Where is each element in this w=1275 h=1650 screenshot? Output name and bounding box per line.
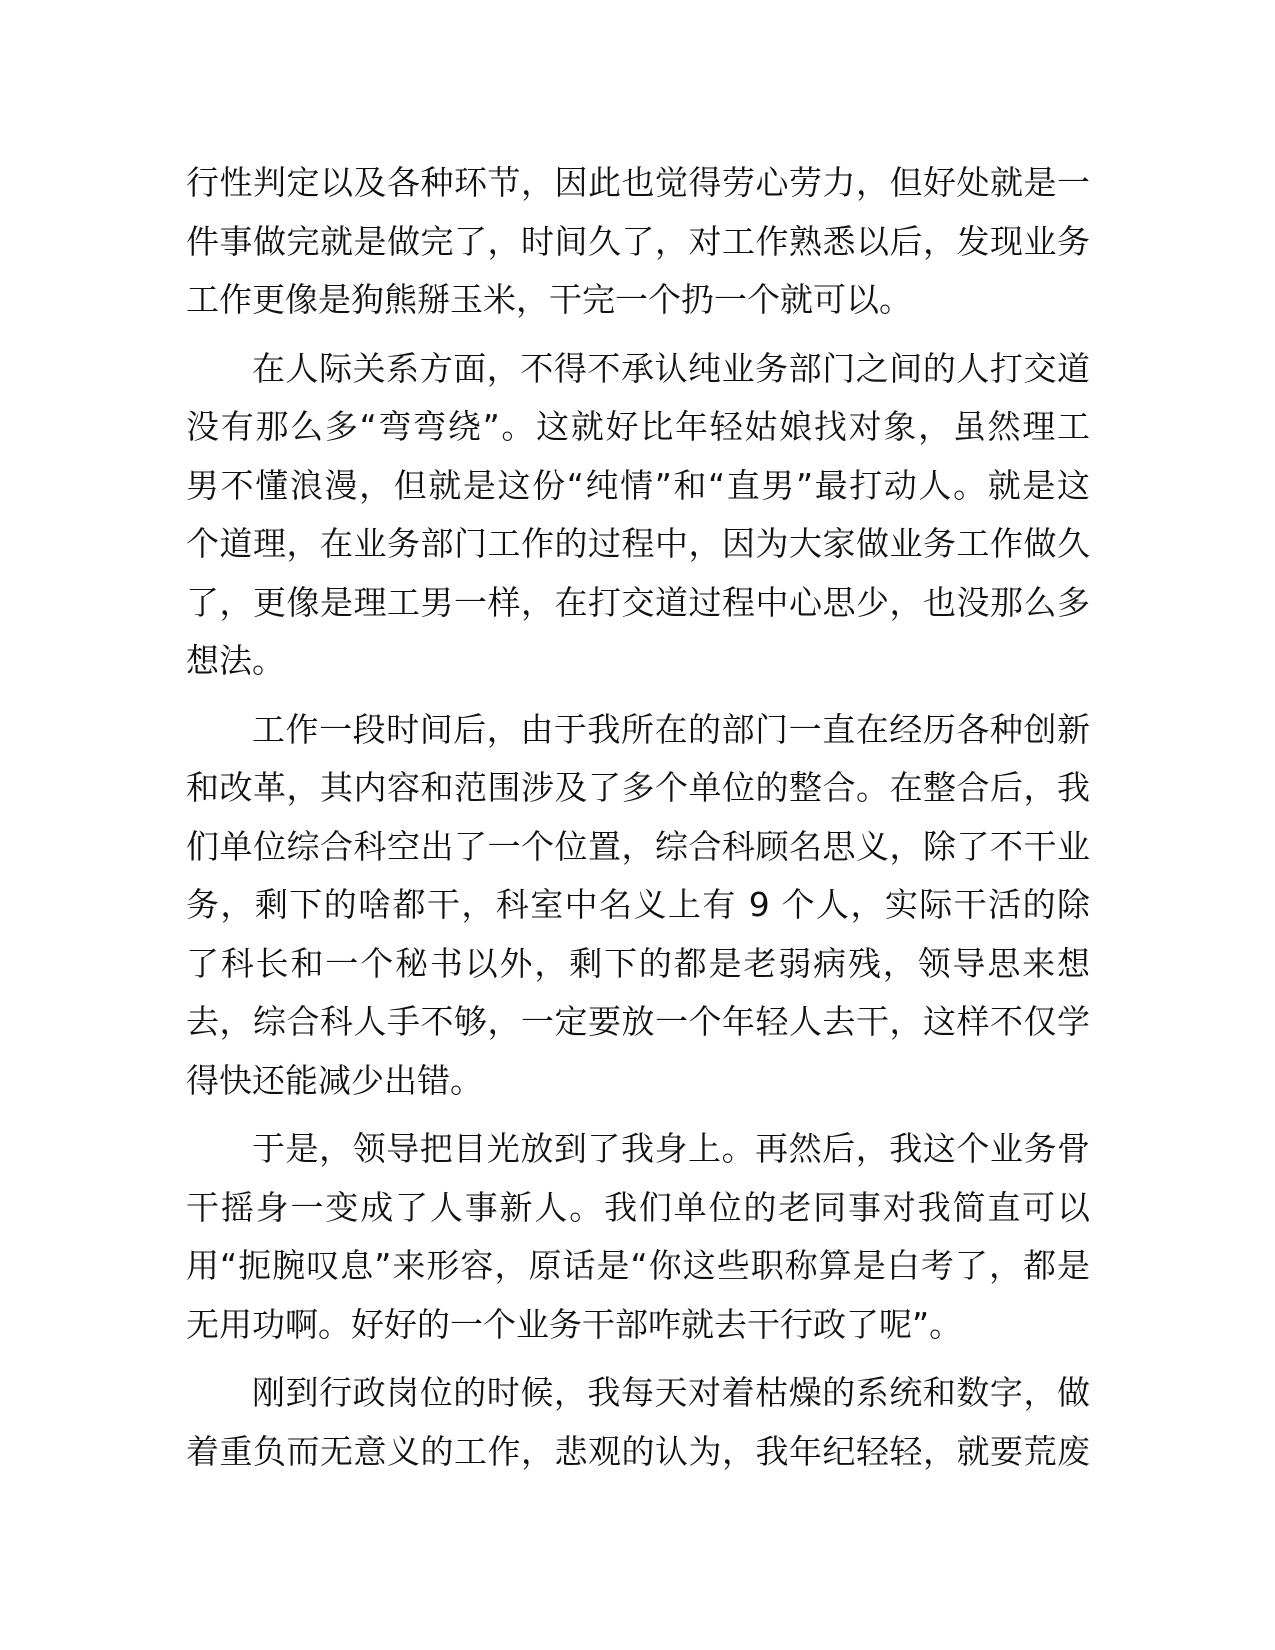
paragraph-line: 们单位综合科空出了一个位置，综合科顾名思义，除了不干业 — [186, 826, 1090, 866]
paragraph-line: 刚到行政岗位的时候，我每天对着枯燥的系统和数字，做 — [252, 1373, 1090, 1412]
paragraph-line: 干摇身一变成了人事新人。我们单位的老同事对我简直可以 — [186, 1187, 1090, 1227]
paragraph-1 — [186, 154, 1090, 330]
paragraph-line: 想法。 — [186, 641, 285, 680]
paragraph-line: 用“扼腕叹息”来形容，原话是“你这些职称算是白考了，都是 — [186, 1246, 1090, 1285]
paragraph-line: 和改革，其内容和范围涉及了多个单位的整合。在整合后，我 — [186, 768, 1090, 807]
paragraph-line: 得快还能减少出错。 — [186, 1060, 483, 1100]
paragraph-line: 个道理，在业务部门工作的过程中，因为大家做业务工作做久 — [186, 524, 1090, 563]
paragraph-line: 去，综合科人手不够，一定要放一个年轻人去干，这样不仅学 — [186, 1002, 1090, 1041]
paragraph-line: 着重负而无意义的工作，悲观的认为，我年纪轻轻，就要荒废 — [186, 1431, 1090, 1471]
paragraph-line: 于是，领导把目光放到了我身上。再然后，我这个业务骨 — [252, 1129, 1090, 1168]
paragraph-3 — [186, 701, 1090, 1111]
paragraph-line: 了科长和一个秘书以外，剩下的都是老弱病残，领导思来想 — [186, 943, 1090, 983]
paragraph-line: 件事做完就是做完了，时间久了，对工作熟悉以后，发现业务 — [186, 221, 1090, 261]
paragraph-line: 没有那么多“弯弯绕”。这就好比年轻姑娘找对象，虽然理工 — [186, 407, 1090, 446]
paragraph-line: 行性判定以及各种环节，因此也觉得劳心劳力，但好处就是一 — [186, 163, 1090, 202]
paragraph-2 — [186, 340, 1090, 691]
paragraph-line: 工作更像是狗熊掰玉米，干完一个扔一个就可以。 — [186, 280, 912, 319]
paragraph-line: 了，更像是理工男一样，在打交道过程中心思少，也没那么多 — [186, 582, 1090, 622]
paragraph-line: 男不懂浪漫，但就是这份“纯情”和“直男”最打动人。就是这 — [186, 465, 1090, 505]
paragraph-line: 无用功啊。好好的一个业务干部咋就去干行政了呢”。 — [186, 1304, 963, 1344]
paragraph-4 — [186, 1120, 1090, 1354]
paragraph-line: 务，剩下的啥都干，科室中名义上有 9 个人，实际干活的除 — [186, 885, 1090, 924]
document-body — [186, 154, 1090, 1491]
paragraph-line: 工作一段时间后，由于我所在的部门一直在经历各种创新 — [252, 709, 1090, 749]
paragraph-line: 在人际关系方面，不得不承认纯业务部门之间的人打交道 — [252, 348, 1090, 388]
paragraph-5 — [186, 1364, 1090, 1481]
